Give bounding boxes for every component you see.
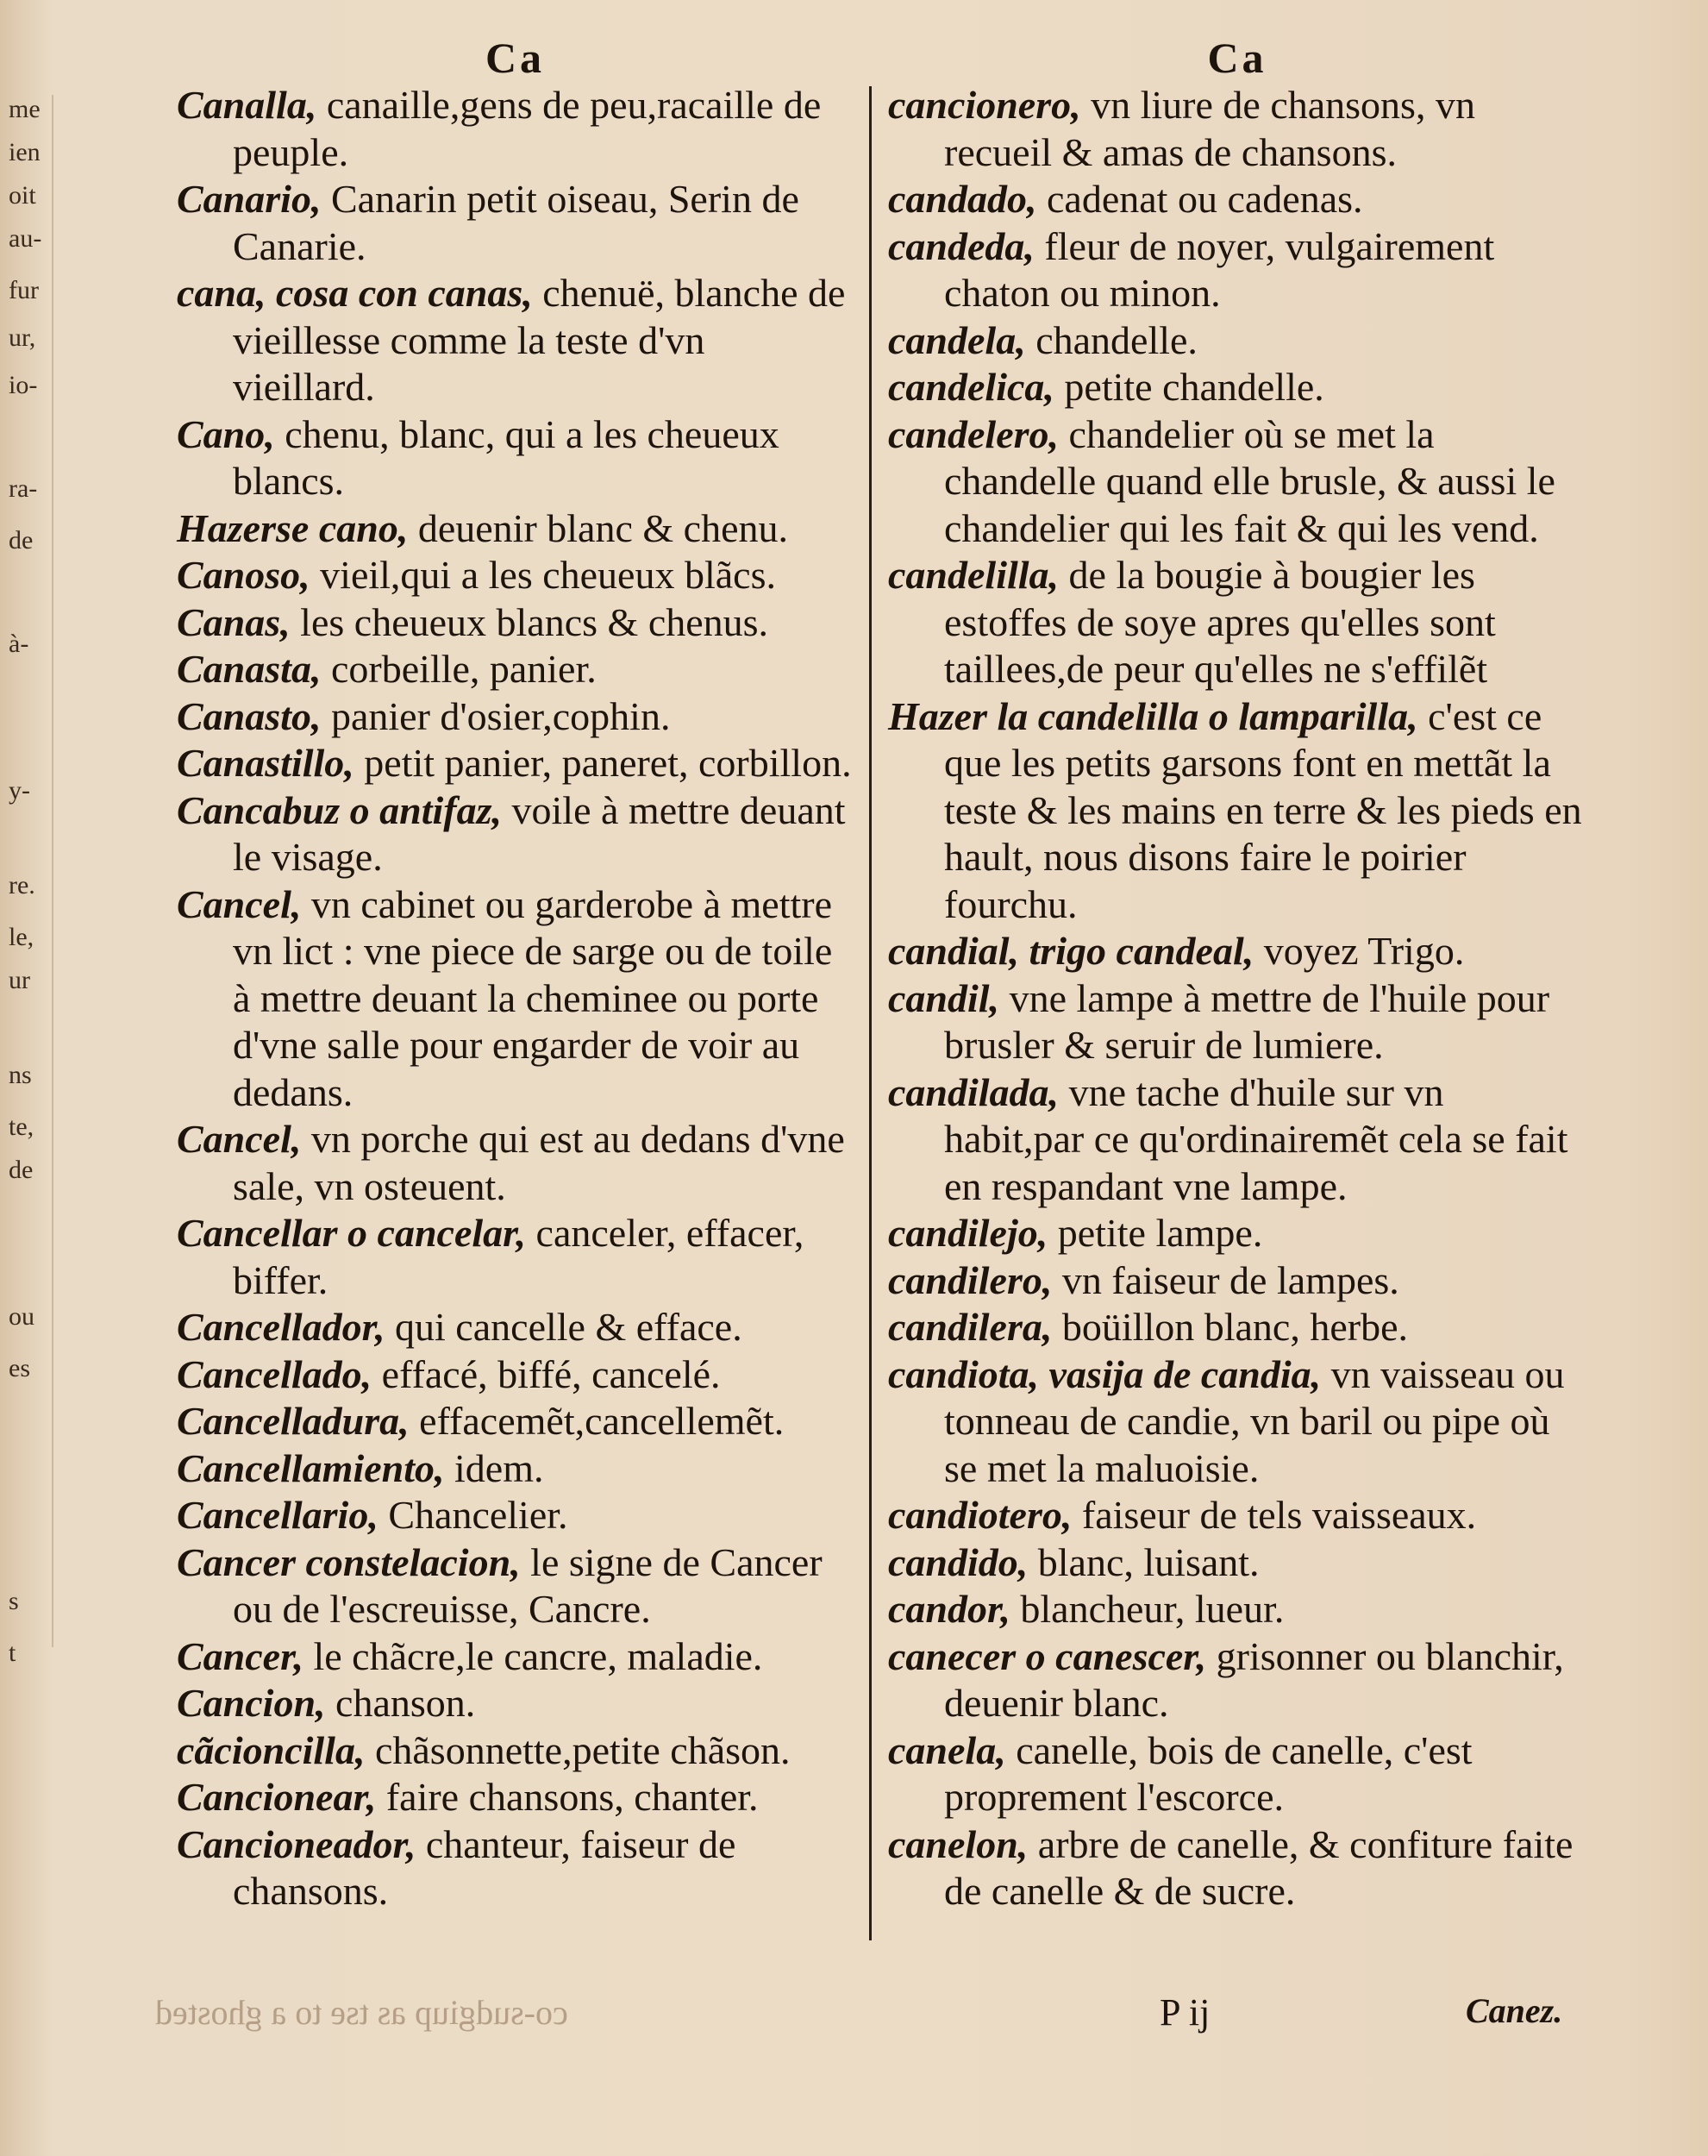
definition: faiseur de tels vaisseaux. bbox=[1072, 1493, 1477, 1537]
definition: vne tache d'huile sur vn habit,par ce qu'ordinairemẽt cela se fait en respandant vne lampe. bbox=[944, 1069, 1568, 1208]
dictionary-entry bbox=[177, 1445, 854, 1493]
definition: les cheueux blancs & chenus. bbox=[290, 599, 769, 644]
dictionary-entry bbox=[177, 599, 854, 647]
margin-fragment: à- bbox=[9, 630, 29, 658]
dictionary-entry bbox=[888, 1351, 1586, 1493]
headword: Canasta, bbox=[177, 647, 322, 691]
right-running-head: Ca bbox=[1207, 34, 1267, 82]
dictionary-entry bbox=[177, 1539, 854, 1633]
definition: le signe de Cancer ou de l'escreuisse, Cancre. bbox=[233, 1539, 823, 1631]
definition: vieil,qui a les cheueux blãcs. bbox=[310, 553, 776, 597]
definition: chanson. bbox=[325, 1681, 476, 1725]
headword: candilada, bbox=[888, 1069, 1060, 1114]
headword: candelero, bbox=[888, 411, 1060, 456]
definition: idem. bbox=[444, 1445, 544, 1490]
headword: candil, bbox=[888, 975, 1000, 1020]
margin-fragment: y- bbox=[9, 776, 30, 805]
headword: Canasto, bbox=[177, 693, 322, 738]
definition: chandelle. bbox=[1025, 317, 1198, 362]
definition: voile à mettre deuant le visage. bbox=[233, 787, 846, 879]
definition: chandelier où se met la chandelle quand elle brusle, & aussi le chandelier qui les fait & qui les vend. bbox=[944, 411, 1555, 550]
dictionary-entry bbox=[177, 552, 854, 599]
dictionary-entry bbox=[888, 176, 1586, 223]
headword: candor, bbox=[888, 1587, 1010, 1631]
headword: Canoso, bbox=[177, 553, 310, 597]
headword: candelica, bbox=[888, 365, 1054, 409]
margin-fragment: io- bbox=[9, 371, 38, 399]
definition: petit panier, paneret, corbillon. bbox=[353, 741, 852, 785]
dictionary-entry bbox=[177, 82, 854, 176]
headword: Cancellador, bbox=[177, 1305, 385, 1349]
headword: Cancabuz o antifaz, bbox=[177, 787, 503, 832]
definition: boüillon blanc, herbe. bbox=[1052, 1305, 1408, 1349]
dictionary-entry bbox=[888, 975, 1586, 1069]
dictionary-entry bbox=[177, 646, 854, 693]
dictionary-entry bbox=[888, 1633, 1586, 1727]
definition: vne lampe à mettre de l'huile pour brusler & seruir de lumiere. bbox=[944, 975, 1550, 1067]
dictionary-entry bbox=[888, 1586, 1586, 1633]
margin-fragment: de bbox=[9, 526, 34, 555]
headword: Cancel, bbox=[177, 881, 302, 926]
definition: vn porche qui est au dedans d'vne sale, vn osteuent. bbox=[233, 1117, 845, 1208]
definition: petite lampe. bbox=[1048, 1211, 1263, 1255]
headword: Cancion, bbox=[177, 1681, 326, 1725]
margin-fragment: le, bbox=[9, 923, 34, 951]
definition: canelle, bois de canelle, c'est proprement l'escorce. bbox=[944, 1727, 1473, 1819]
headword: Canas, bbox=[177, 599, 291, 644]
headword: Cancer constelacion, bbox=[177, 1539, 521, 1584]
definition: fleur de noyer, vulgairement chaton ou minon. bbox=[944, 223, 1495, 315]
headword: Cancellar o cancelar, bbox=[177, 1211, 527, 1255]
headword: Cancelladura, bbox=[177, 1399, 410, 1443]
headword: candiota, vasija de candia, bbox=[888, 1351, 1322, 1396]
dictionary-entry bbox=[177, 1304, 854, 1351]
headword: Canalla, bbox=[177, 83, 317, 127]
definition: vn cabinet ou garderobe à mettre vn lict : vne piece de sarge ou de toile à mettre deuant la cheminee ou porte d'vne salle pour engarder de voir au dedans. bbox=[233, 881, 833, 1114]
definition: petite chandelle. bbox=[1054, 365, 1324, 409]
definition: panier d'osier,cophin. bbox=[321, 693, 671, 738]
dictionary-entry bbox=[888, 1492, 1586, 1539]
definition: vn faiseur de lampes. bbox=[1052, 1257, 1399, 1302]
headword: Cano, bbox=[177, 411, 275, 456]
definition: canceler, effacer, biffer. bbox=[233, 1211, 804, 1302]
signature-mark: P ij bbox=[1160, 1991, 1211, 2034]
dictionary-entry bbox=[177, 1821, 854, 1915]
dictionary-entry bbox=[177, 270, 854, 411]
definition: cadenat ou cadenas. bbox=[1036, 177, 1363, 221]
headword: candilera, bbox=[888, 1305, 1053, 1349]
headword: candido, bbox=[888, 1539, 1029, 1584]
margin-fragment: de bbox=[9, 1156, 34, 1184]
definition: chãsonnette,petite chãson. bbox=[365, 1727, 791, 1772]
definition: de la bougie à bougier les estoffes de soye apres qu'elles sont taillees,de peur qu'elles ne s'effilẽt bbox=[944, 553, 1496, 691]
headword: canelon, bbox=[888, 1821, 1029, 1866]
dictionary-entry bbox=[888, 364, 1586, 411]
dictionary-entry bbox=[888, 1304, 1586, 1351]
definition: effacé, biffé, cancelé. bbox=[372, 1351, 721, 1396]
margin-fragment: oit bbox=[9, 181, 36, 210]
margin-fragment: ra- bbox=[9, 474, 38, 503]
headword: candeda, bbox=[888, 223, 1035, 268]
dictionary-entry bbox=[888, 1210, 1586, 1257]
margin-fragment: re. bbox=[9, 871, 35, 899]
headword: Cancellamiento, bbox=[177, 1445, 445, 1490]
dictionary-entry bbox=[177, 1398, 854, 1445]
headword: Canario, bbox=[177, 177, 322, 221]
dictionary-entry bbox=[177, 505, 854, 553]
dictionary-entry bbox=[177, 787, 854, 881]
dictionary-entry bbox=[177, 411, 854, 505]
dictionary-entry bbox=[888, 928, 1586, 975]
dictionary-entry bbox=[888, 693, 1586, 929]
margin-fragment: ns bbox=[9, 1061, 32, 1089]
headword: candado, bbox=[888, 177, 1037, 221]
definition: effacemẽt,cancellemẽt. bbox=[409, 1399, 785, 1443]
margin-fragment: ur bbox=[9, 966, 30, 994]
dictionary-entry bbox=[177, 1633, 854, 1681]
definition: vn vaisseau ou tonneau de candie, vn baril ou pipe où se met la maluoisie. bbox=[944, 1351, 1565, 1490]
definition: chenu, blanc, qui a les cheueux blancs. bbox=[233, 411, 779, 503]
margin-fragment: ur, bbox=[9, 323, 36, 352]
dictionary-entry bbox=[888, 1821, 1586, 1915]
definition: grisonner ou blanchir, deuenir blanc. bbox=[944, 1633, 1564, 1725]
definition: corbeille, panier. bbox=[321, 647, 597, 691]
dictionary-entry bbox=[177, 176, 854, 270]
definition: Canarin petit oiseau, Serin de Canarie. bbox=[233, 177, 799, 268]
margin-fragment: au- bbox=[9, 224, 42, 253]
facing-page-margin bbox=[0, 95, 53, 1667]
dictionary-entry bbox=[177, 740, 854, 787]
margin-fragment: fur bbox=[9, 276, 39, 304]
headword: candilejo, bbox=[888, 1211, 1048, 1255]
definition: Chancelier. bbox=[378, 1493, 568, 1537]
catchword: Canez. bbox=[1466, 1991, 1563, 2030]
headword: Hazerse cano, bbox=[177, 505, 409, 550]
headword: Cancel, bbox=[177, 1117, 302, 1161]
dictionary-entry bbox=[888, 317, 1586, 365]
definition: deuenir blanc & chenu. bbox=[408, 505, 788, 550]
left-entry-list bbox=[177, 82, 854, 1915]
dictionary-entry bbox=[177, 1727, 854, 1775]
right-entry-list bbox=[888, 82, 1586, 1915]
dictionary-entry bbox=[888, 411, 1586, 553]
headword: Cancioneador, bbox=[177, 1821, 416, 1866]
right-column bbox=[888, 34, 1586, 1915]
margin-fragment: es bbox=[9, 1354, 30, 1382]
definition: c'est ce que les petits garsons font en mettãt la teste & les mains en terre & les pieds en hault, nous disons faire le poirier fourchu. bbox=[944, 693, 1582, 926]
definition: voyez Trigo. bbox=[1254, 929, 1465, 973]
definition: qui cancelle & efface. bbox=[385, 1305, 742, 1349]
dictionary-entry bbox=[888, 82, 1586, 176]
dictionary-entry bbox=[177, 1492, 854, 1539]
headword: candilero, bbox=[888, 1257, 1053, 1302]
dictionary-entry bbox=[888, 552, 1586, 693]
margin-fragment: t bbox=[9, 1639, 16, 1667]
headword: canela, bbox=[888, 1727, 1006, 1772]
dictionary-entry bbox=[888, 1539, 1586, 1587]
definition: canaille,gens de peu,racaille de peuple. bbox=[233, 83, 822, 174]
headword: candial, trigo candeal, bbox=[888, 929, 1254, 973]
definition: arbre de canelle, & confiture faite de canelle & de sucre. bbox=[944, 1821, 1573, 1913]
left-running-head: Ca bbox=[485, 34, 546, 82]
margin-fragment: ou bbox=[9, 1302, 34, 1331]
headword: candelilla, bbox=[888, 553, 1060, 597]
margin-fragment: me bbox=[9, 95, 41, 123]
headword: Hazer la candelilla o lamparilla, bbox=[888, 693, 1418, 738]
headword: Cancellado, bbox=[177, 1351, 372, 1396]
dictionary-entry bbox=[177, 1774, 854, 1821]
headword: Canastillo, bbox=[177, 741, 354, 785]
dictionary-entry bbox=[177, 693, 854, 741]
headword: cana, cosa con canas, bbox=[177, 271, 533, 315]
headword: canecer o canescer, bbox=[888, 1633, 1207, 1678]
dictionary-entry bbox=[888, 223, 1586, 317]
dictionary-entry bbox=[888, 1257, 1586, 1305]
headword: candela, bbox=[888, 317, 1026, 362]
dictionary-entry bbox=[888, 1069, 1586, 1211]
margin-fragment: ien bbox=[9, 138, 41, 166]
definition: faire chansons, chanter. bbox=[376, 1775, 759, 1819]
dictionary-entry bbox=[177, 1680, 854, 1727]
headword: Cancionear, bbox=[177, 1775, 377, 1819]
definition: chanteur, faiseur de chansons. bbox=[233, 1821, 736, 1913]
definition: blancheur, lueur. bbox=[1010, 1587, 1285, 1631]
dictionary-entry bbox=[177, 881, 854, 1117]
headword: cãcioncilla, bbox=[177, 1727, 366, 1772]
bleed-through-text: co-sudgiup as tse to a ghosted bbox=[155, 1993, 568, 2032]
headword: Cancellario, bbox=[177, 1493, 379, 1537]
margin-fragment: s bbox=[9, 1587, 19, 1615]
headword: candiotero, bbox=[888, 1493, 1073, 1537]
definition: le chãcre,le cancre, maladie. bbox=[303, 1633, 763, 1678]
headword: cancionero, bbox=[888, 83, 1081, 127]
dictionary-entry bbox=[177, 1116, 854, 1210]
left-column bbox=[177, 34, 854, 1915]
definition: chenuë, blanche de vieillesse comme la teste d'vn vieillard. bbox=[233, 271, 846, 409]
dictionary-entry bbox=[888, 1727, 1586, 1821]
margin-fragment: te, bbox=[9, 1112, 34, 1141]
column-rule bbox=[869, 86, 872, 1940]
headword: Cancer, bbox=[177, 1633, 303, 1678]
dictionary-entry bbox=[177, 1351, 854, 1399]
definition: vn liure de chansons, vn recueil & amas de chansons. bbox=[944, 83, 1475, 174]
dictionary-entry bbox=[177, 1210, 854, 1304]
definition: blanc, luisant. bbox=[1028, 1539, 1260, 1584]
